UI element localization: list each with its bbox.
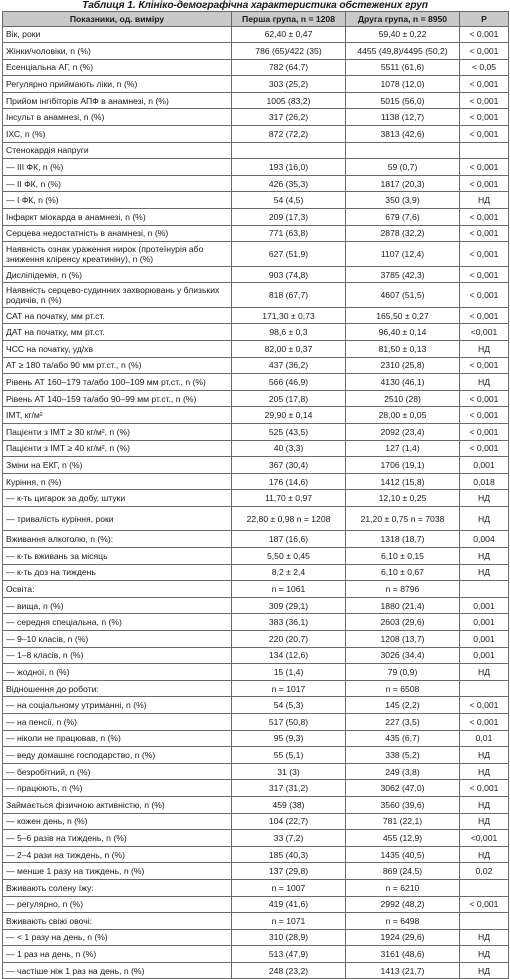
- cell-indicator: Пацієнти з ІМТ ≥ 40 кг/м², n (%): [3, 440, 232, 457]
- table-row: [3, 76, 509, 93]
- cell-indicator: Рівень АТ 140–159 та/або 90–99 мм рт.ст., n (%): [3, 390, 232, 407]
- table-row: [3, 440, 509, 457]
- cell-group-1: 137 (29,8): [232, 863, 346, 880]
- cell-group-2: 79 (0,9): [346, 664, 460, 681]
- cell-group-1: 22,80 ± 0,98 n = 1208: [232, 506, 346, 531]
- cell-group-2: 5511 (61,6): [346, 59, 460, 76]
- cell-group-2: 1138 (12,7): [346, 109, 460, 126]
- cell-group-1: [232, 142, 346, 159]
- cell-p-value: [460, 879, 509, 896]
- table-caption: Таблиця 1. Клініко-демографічна характеристика обстежених груп: [82, 0, 428, 11]
- cell-indicator: Пацієнти з ІМТ ≥ 30 кг/м², n (%): [3, 423, 232, 440]
- table-row: [3, 946, 509, 963]
- cell-group-1: 134 (12,6): [232, 647, 346, 664]
- cell-group-2: 1412 (15,8): [346, 473, 460, 490]
- table-row: [3, 175, 509, 192]
- cell-p-value: <0,001: [460, 830, 509, 847]
- table-row: [3, 780, 509, 797]
- cell-group-1: 419 (41,6): [232, 896, 346, 913]
- cell-group-2: 3161 (48,6): [346, 946, 460, 963]
- cell-p-value: <0,001: [460, 324, 509, 341]
- cell-group-1: 1005 (83,2): [232, 92, 346, 109]
- cell-p-value: НД: [460, 929, 509, 946]
- cell-group-1: n = 1071: [232, 913, 346, 930]
- table-row: [3, 43, 509, 60]
- cell-p-value: 0,004: [460, 531, 509, 548]
- cell-p-value: 0,001: [460, 631, 509, 648]
- cell-indicator: Дисліпідемія, n (%): [3, 266, 232, 283]
- cell-p-value: [460, 142, 509, 159]
- table-row: [3, 209, 509, 226]
- cell-group-2: 28,00 ± 0,05: [346, 407, 460, 424]
- table-row: [3, 283, 509, 308]
- cell-indicator: — веду домашнє господарство, n (%): [3, 747, 232, 764]
- table-row: [3, 730, 509, 747]
- table-row: [3, 473, 509, 490]
- cell-p-value: НД: [460, 506, 509, 531]
- cell-p-value: < 0,001: [460, 209, 509, 226]
- cell-group-2: 781 (22,1): [346, 813, 460, 830]
- cell-indicator: Інсульт в анамнезі, n (%): [3, 109, 232, 126]
- cell-p-value: НД: [460, 374, 509, 391]
- table-row: [3, 374, 509, 391]
- table-row: [3, 548, 509, 565]
- cell-indicator: — середня спеціальна, n (%): [3, 614, 232, 631]
- cell-indicator: Вік, роки: [3, 26, 232, 43]
- cell-indicator: — вища, n (%): [3, 597, 232, 614]
- cell-group-2: 145 (2,2): [346, 697, 460, 714]
- cell-group-2: 165,50 ± 0,27: [346, 307, 460, 324]
- cell-group-2: 59,40 ± 0,22: [346, 26, 460, 43]
- table-row: [3, 126, 509, 143]
- cell-group-2: 127 (1,4): [346, 440, 460, 457]
- cell-p-value: < 0,001: [460, 390, 509, 407]
- cell-group-2: 249 (3,8): [346, 763, 460, 780]
- cell-p-value: НД: [460, 192, 509, 209]
- cell-group-1: 176 (14,6): [232, 473, 346, 490]
- cell-p-value: 0,018: [460, 473, 509, 490]
- cell-p-value: НД: [460, 962, 509, 979]
- cell-group-2: 96,40 ± 0,14: [346, 324, 460, 341]
- cell-group-2: 4607 (51,5): [346, 283, 460, 308]
- cell-p-value: 0,02: [460, 863, 509, 880]
- cell-p-value: НД: [460, 813, 509, 830]
- cell-indicator: — ніколи не працював, n (%): [3, 730, 232, 747]
- cell-indicator: Прийом інгібіторів АПФ в анамнезі, n (%): [3, 92, 232, 109]
- cell-indicator: — регулярно, n (%): [3, 896, 232, 913]
- table-row: [3, 913, 509, 930]
- cell-group-2: 21,20 ± 0,75 n = 7038: [346, 506, 460, 531]
- cell-group-1: 54 (5,3): [232, 697, 346, 714]
- cell-p-value: НД: [460, 490, 509, 507]
- header-group-2: Друга група, n = 8950: [346, 12, 460, 27]
- table-row: [3, 680, 509, 697]
- table-row: [3, 614, 509, 631]
- table-row: [3, 863, 509, 880]
- table-row: [3, 341, 509, 358]
- cell-group-1: 31 (3): [232, 763, 346, 780]
- table-row: [3, 962, 509, 979]
- cell-indicator: — 5–6 разів на тиждень, n (%): [3, 830, 232, 847]
- cell-group-2: 81,50 ± 0,13: [346, 341, 460, 358]
- table-header-row: [3, 12, 509, 27]
- cell-group-1: 98,6 ± 0,3: [232, 324, 346, 341]
- cell-p-value: < 0,001: [460, 109, 509, 126]
- table-row: [3, 307, 509, 324]
- header-group-1: Перша група, n = 1208: [232, 12, 346, 27]
- cell-p-value: < 0,001: [460, 357, 509, 374]
- cell-group-1: 220 (20,7): [232, 631, 346, 648]
- table-row: [3, 747, 509, 764]
- cell-group-2: n = 8796: [346, 581, 460, 598]
- cell-group-2: 2992 (48,2): [346, 896, 460, 913]
- cell-p-value: НД: [460, 946, 509, 963]
- cell-p-value: < 0,001: [460, 26, 509, 43]
- cell-p-value: < 0,001: [460, 283, 509, 308]
- cell-indicator: — к-ть доз на тиждень: [3, 564, 232, 581]
- cell-group-1: 303 (25,2): [232, 76, 346, 93]
- cell-group-2: 2603 (29,6): [346, 614, 460, 631]
- cell-indicator: Рівень АТ 160–179 та/або 100–109 мм рт.ст., n (%): [3, 374, 232, 391]
- table-row: [3, 109, 509, 126]
- cell-group-2: 1435 (40,5): [346, 846, 460, 863]
- cell-group-2: 338 (5,2): [346, 747, 460, 764]
- cell-indicator: — на пенсії, n (%): [3, 713, 232, 730]
- cell-p-value: НД: [460, 341, 509, 358]
- cell-group-1: 29,90 ± 0,14: [232, 407, 346, 424]
- table-row: [3, 597, 509, 614]
- cell-group-2: 2510 (28): [346, 390, 460, 407]
- cell-indicator: Жінки/чоловіки, n (%): [3, 43, 232, 60]
- table-row: [3, 159, 509, 176]
- table-row: [3, 225, 509, 242]
- cell-p-value: НД: [460, 664, 509, 681]
- table-row: [3, 581, 509, 598]
- cell-group-1: 40 (3,3): [232, 440, 346, 457]
- cell-group-1: 627 (51,9): [232, 242, 346, 267]
- cell-p-value: < 0,001: [460, 43, 509, 60]
- cell-p-value: НД: [460, 763, 509, 780]
- cell-p-value: < 0,001: [460, 126, 509, 143]
- cell-indicator: Вживають солену їжу:: [3, 879, 232, 896]
- cell-group-1: 426 (35,3): [232, 175, 346, 192]
- cell-group-2: 3560 (39,6): [346, 796, 460, 813]
- table-row: [3, 423, 509, 440]
- table-row: [3, 490, 509, 507]
- cell-group-1: 818 (67,7): [232, 283, 346, 308]
- cell-group-1: 171,30 ± 0,73: [232, 307, 346, 324]
- cell-p-value: НД: [460, 564, 509, 581]
- table-row: [3, 631, 509, 648]
- cell-p-value: < 0,001: [460, 440, 509, 457]
- cell-group-1: 517 (50,8): [232, 713, 346, 730]
- cell-indicator: АТ ≥ 180 та/або 90 мм рт.ст., n (%): [3, 357, 232, 374]
- cell-group-1: 903 (74,8): [232, 266, 346, 283]
- cell-p-value: < 0,001: [460, 407, 509, 424]
- cell-group-2: 3813 (42,6): [346, 126, 460, 143]
- cell-p-value: НД: [460, 548, 509, 565]
- table-row: [3, 664, 509, 681]
- table-row: [3, 506, 509, 531]
- cell-indicator: — тривалість куріння, роки: [3, 506, 232, 531]
- cell-p-value: < 0,001: [460, 697, 509, 714]
- cell-group-1: 33 (7,2): [232, 830, 346, 847]
- cell-indicator: — жодної, n (%): [3, 664, 232, 681]
- cell-group-1: 771 (63,8): [232, 225, 346, 242]
- cell-group-2: [346, 142, 460, 159]
- cell-p-value: < 0,001: [460, 266, 509, 283]
- cell-indicator: ІМТ, кг/м²: [3, 407, 232, 424]
- cell-group-1: n = 1017: [232, 680, 346, 697]
- cell-group-2: 1924 (29,6): [346, 929, 460, 946]
- table-row: [3, 647, 509, 664]
- cell-indicator: Зміни на ЕКГ, n (%): [3, 457, 232, 474]
- cell-group-2: 1413 (21,7): [346, 962, 460, 979]
- table-row: [3, 796, 509, 813]
- cell-group-1: 205 (17,8): [232, 390, 346, 407]
- cell-indicator: Відношення до роботи:: [3, 680, 232, 697]
- table-row: [3, 531, 509, 548]
- cell-group-1: 193 (16,0): [232, 159, 346, 176]
- cell-p-value: < 0,001: [460, 159, 509, 176]
- table-row: [3, 142, 509, 159]
- cell-group-2: 6,10 ± 0,15: [346, 548, 460, 565]
- cell-group-2: 1817 (20,3): [346, 175, 460, 192]
- cell-group-1: 459 (38): [232, 796, 346, 813]
- cell-indicator: — менше 1 разу на тиждень, n (%): [3, 863, 232, 880]
- cell-group-2: 679 (7,6): [346, 209, 460, 226]
- cell-indicator: — 1 раз на день, n (%): [3, 946, 232, 963]
- cell-p-value: 0,01: [460, 730, 509, 747]
- table-row: [3, 59, 509, 76]
- cell-indicator: — 1–8 класів, n (%): [3, 647, 232, 664]
- cell-group-2: 2092 (23,4): [346, 423, 460, 440]
- cell-group-2: 2310 (25,8): [346, 357, 460, 374]
- cell-group-2: 59 (0,7): [346, 159, 460, 176]
- cell-p-value: < 0,001: [460, 423, 509, 440]
- cell-p-value: 0,001: [460, 597, 509, 614]
- cell-indicator: Наявність серцево-судинних захворювань у близьких родичів, n (%): [3, 283, 232, 308]
- table-row: [3, 357, 509, 374]
- cell-indicator: Стенокардія напруги: [3, 142, 232, 159]
- cell-group-1: 62,40 ± 0,47: [232, 26, 346, 43]
- header-indicator: Показники, од. виміру: [3, 12, 232, 27]
- cell-indicator: Вживання алкоголю, n (%):: [3, 531, 232, 548]
- cell-indicator: САТ на початку, мм рт.ст.: [3, 307, 232, 324]
- cell-group-1: 55 (5,1): [232, 747, 346, 764]
- cell-indicator: — кожен день, n (%): [3, 813, 232, 830]
- cell-p-value: < 0,001: [460, 896, 509, 913]
- cell-indicator: Регулярно приймають ліки, n (%): [3, 76, 232, 93]
- cell-indicator: Наявність ознак ураження нирок (протеїнурія або зниження кліренсу креатиніну), n (%): [3, 242, 232, 267]
- table-body: [3, 26, 509, 979]
- cell-group-1: 317 (26,2): [232, 109, 346, 126]
- cell-group-1: 782 (64,7): [232, 59, 346, 76]
- cell-p-value: < 0,001: [460, 225, 509, 242]
- table-row: [3, 896, 509, 913]
- table-row: [3, 266, 509, 283]
- cell-group-1: 5,50 ± 0,45: [232, 548, 346, 565]
- cell-indicator: ІХС, n (%): [3, 126, 232, 143]
- table-row: [3, 929, 509, 946]
- cell-group-2: 4455 (49,8)/4495 (50,2): [346, 43, 460, 60]
- cell-p-value: < 0,001: [460, 780, 509, 797]
- cell-group-1: 209 (17,3): [232, 209, 346, 226]
- cell-p-value: < 0,001: [460, 713, 509, 730]
- cell-p-value: < 0,05: [460, 59, 509, 76]
- cell-group-2: 455 (12,9): [346, 830, 460, 847]
- table-row: [3, 242, 509, 267]
- cell-indicator: — 9–10 класів, n (%): [3, 631, 232, 648]
- table-row: [3, 407, 509, 424]
- cell-indicator: Вживають свіжі овочі:: [3, 913, 232, 930]
- cell-p-value: [460, 680, 509, 697]
- cell-group-2: 1880 (21,4): [346, 597, 460, 614]
- cell-group-2: 869 (24,5): [346, 863, 460, 880]
- cell-group-1: 15 (1,4): [232, 664, 346, 681]
- cell-group-2: 1318 (18,7): [346, 531, 460, 548]
- cell-group-1: 317 (31,2): [232, 780, 346, 797]
- table-row: [3, 92, 509, 109]
- cell-group-1: 786 (65)/422 (35): [232, 43, 346, 60]
- cell-group-1: 185 (40,3): [232, 846, 346, 863]
- cell-group-1: 54 (4,5): [232, 192, 346, 209]
- table-row: [3, 324, 509, 341]
- cell-indicator: Есенціальна АГ, n (%): [3, 59, 232, 76]
- cell-group-2: 12,10 ± 0,25: [346, 490, 460, 507]
- cell-group-1: 310 (28,9): [232, 929, 346, 946]
- cell-indicator: Займається фізичною активністю, n (%): [3, 796, 232, 813]
- cell-indicator: — частіше ніж 1 раз на день, n (%): [3, 962, 232, 979]
- cell-p-value: < 0,001: [460, 175, 509, 192]
- table-row: [3, 697, 509, 714]
- table-row: [3, 26, 509, 43]
- table-row: [3, 564, 509, 581]
- table-row: [3, 457, 509, 474]
- cell-indicator: — III ФК, n (%): [3, 159, 232, 176]
- cell-group-1: 437 (36,2): [232, 357, 346, 374]
- cell-group-1: 566 (46,9): [232, 374, 346, 391]
- cell-p-value: 0,001: [460, 647, 509, 664]
- cell-group-2: 350 (3,9): [346, 192, 460, 209]
- cell-group-2: n = 6498: [346, 913, 460, 930]
- cell-p-value: 0,001: [460, 614, 509, 631]
- cell-group-2: 227 (3,5): [346, 713, 460, 730]
- cell-group-2: 1706 (19,1): [346, 457, 460, 474]
- cell-p-value: НД: [460, 796, 509, 813]
- cell-indicator: — к-ть вживань за місяць: [3, 548, 232, 565]
- table-row: [3, 830, 509, 847]
- cell-group-1: n = 1061: [232, 581, 346, 598]
- cell-group-2: 3062 (47,0): [346, 780, 460, 797]
- cell-p-value: < 0,001: [460, 242, 509, 267]
- cell-group-2: 3026 (34,4): [346, 647, 460, 664]
- cell-indicator: Освіта:: [3, 581, 232, 598]
- cell-group-2: 435 (6,7): [346, 730, 460, 747]
- table-row: [3, 192, 509, 209]
- cell-group-1: 248 (23,2): [232, 962, 346, 979]
- cell-group-2: 1078 (12,0): [346, 76, 460, 93]
- table-row: [3, 763, 509, 780]
- cell-p-value: [460, 581, 509, 598]
- header-p-value: Р: [460, 12, 509, 27]
- cell-group-2: 1208 (13,7): [346, 631, 460, 648]
- cell-p-value: НД: [460, 747, 509, 764]
- cell-group-2: n = 6210: [346, 879, 460, 896]
- cell-indicator: Серцева недостатність в анамнезі, n (%): [3, 225, 232, 242]
- table-row: [3, 713, 509, 730]
- cell-p-value: < 0,001: [460, 307, 509, 324]
- cell-group-1: 383 (36,1): [232, 614, 346, 631]
- cell-group-1: 11,70 ± 0,97: [232, 490, 346, 507]
- cell-group-1: 187 (16,6): [232, 531, 346, 548]
- cell-group-2: 1107 (12,4): [346, 242, 460, 267]
- cell-indicator: — к-ть цигарок за добу, штуки: [3, 490, 232, 507]
- table-row: [3, 813, 509, 830]
- cell-group-2: 3785 (42,3): [346, 266, 460, 283]
- table-row: [3, 879, 509, 896]
- cell-group-1: n = 1007: [232, 879, 346, 896]
- cell-indicator: — на соціальному утриманні, n (%): [3, 697, 232, 714]
- table-row: [3, 390, 509, 407]
- cell-group-1: 82,00 ± 0,37: [232, 341, 346, 358]
- cell-group-1: 95 (9,3): [232, 730, 346, 747]
- cell-group-2: 5015 (56,0): [346, 92, 460, 109]
- cell-p-value: 0,001: [460, 457, 509, 474]
- cell-p-value: НД: [460, 846, 509, 863]
- cell-indicator: — I ФК, n (%): [3, 192, 232, 209]
- cell-group-1: 513 (47,9): [232, 946, 346, 963]
- cell-group-1: 367 (30,4): [232, 457, 346, 474]
- cell-group-1: 525 (43,5): [232, 423, 346, 440]
- cell-indicator: Куріння, n (%): [3, 473, 232, 490]
- data-table: [2, 11, 509, 979]
- cell-indicator: — 2–4 рази на тиждень, n (%): [3, 846, 232, 863]
- cell-group-2: n = 6508: [346, 680, 460, 697]
- cell-indicator: Інфаркт міокарда в анамнезі, n (%): [3, 209, 232, 226]
- cell-indicator: — безробітний, n (%): [3, 763, 232, 780]
- cell-indicator: — II ФК, n (%): [3, 175, 232, 192]
- cell-p-value: < 0,001: [460, 76, 509, 93]
- cell-group-1: 872 (72,2): [232, 126, 346, 143]
- cell-p-value: < 0,001: [460, 92, 509, 109]
- cell-indicator: ДАТ на початку, мм рт.ст.: [3, 324, 232, 341]
- cell-indicator: ЧСС на початку, уд/хв: [3, 341, 232, 358]
- cell-group-1: 8,2 ± 2,4: [232, 564, 346, 581]
- cell-p-value: [460, 913, 509, 930]
- cell-group-1: 309 (29,1): [232, 597, 346, 614]
- cell-indicator: — < 1 разу на день, n (%): [3, 929, 232, 946]
- cell-group-1: 104 (22,7): [232, 813, 346, 830]
- cell-group-2: 6,10 ± 0,67: [346, 564, 460, 581]
- cell-group-2: 4130 (46,1): [346, 374, 460, 391]
- cell-indicator: — працюють, n (%): [3, 780, 232, 797]
- table-row: [3, 846, 509, 863]
- cell-group-2: 2878 (32,2): [346, 225, 460, 242]
